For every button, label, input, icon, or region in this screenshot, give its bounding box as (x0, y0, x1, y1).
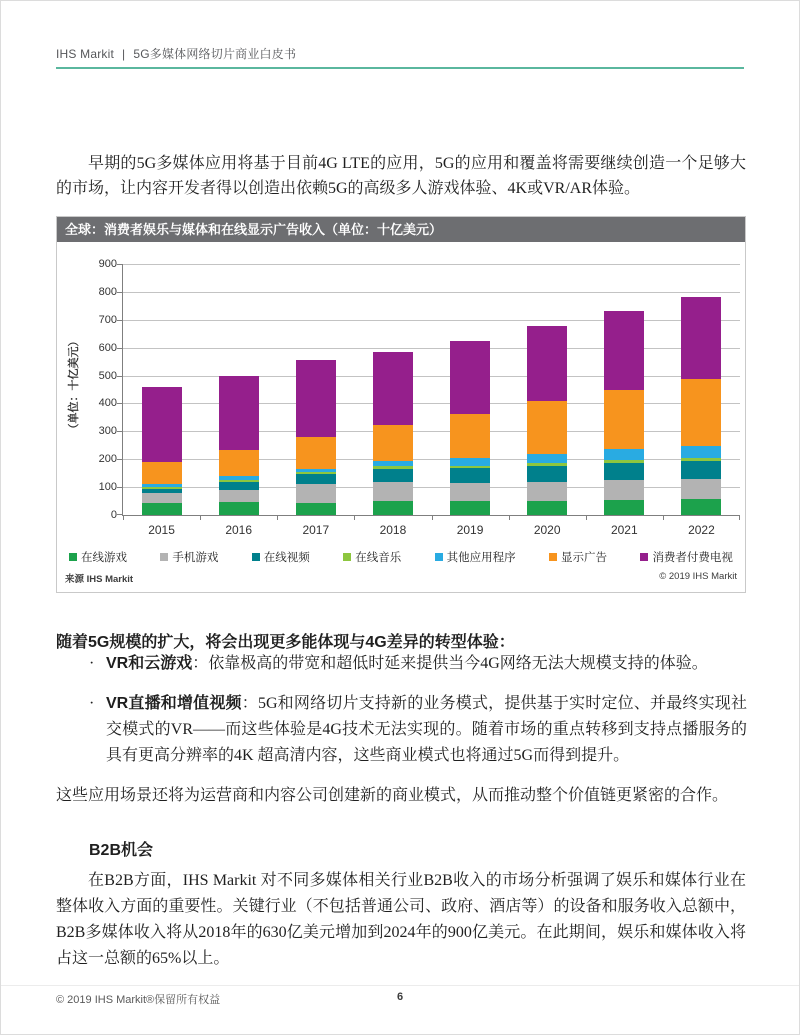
bar-segment (142, 387, 182, 462)
x-axis-tick (354, 515, 355, 520)
bar-segment (373, 466, 413, 469)
gridline (123, 320, 740, 321)
y-tick-label: 200 (98, 453, 117, 466)
bar-segment (373, 425, 413, 461)
bar-segment (681, 446, 721, 458)
bullet-label: VR和云游戏 (106, 655, 193, 672)
bar-segment (296, 472, 336, 474)
y-tick-label: 100 (98, 481, 117, 494)
legend-swatch (343, 553, 351, 561)
bar-segment (450, 466, 490, 469)
bar-segment (450, 458, 490, 466)
bar-segment (296, 474, 336, 484)
bar-segment (219, 502, 259, 515)
legend-label: 其他应用程序 (446, 552, 516, 564)
gridline (123, 292, 740, 293)
bar-segment (219, 376, 259, 450)
chart-title-bar: 全球：消费者娱乐与媒体和在线显示广告收入（单位：十亿美元） (57, 217, 745, 242)
x-axis-tick (586, 515, 587, 520)
bar-segment (219, 482, 259, 490)
chart-source: 来源 IHS Markit (65, 574, 134, 585)
x-axis-tick (509, 515, 510, 520)
bar-segment (142, 503, 182, 515)
stacked-bar (373, 264, 413, 515)
bar-segment (450, 468, 490, 483)
chart-legend (69, 549, 733, 565)
bar-segment (527, 463, 567, 466)
y-tick-label: 700 (98, 313, 117, 326)
bar-segment (450, 483, 490, 501)
bar-segment (296, 437, 336, 469)
legend-swatch (549, 553, 557, 561)
y-tick-label: 0 (110, 509, 117, 521)
x-tick-label: 2020 (533, 523, 561, 537)
bullet-marker: · (89, 695, 95, 712)
bar-segment (527, 501, 567, 516)
bar-segment (142, 489, 182, 494)
bar-segment (219, 450, 259, 476)
bullet-text: ：5G和网络切片支持新的业务模式，提供基于实时定位、并最终实现社交模式的VR——而这些体验是4G技术无法实现的。随着市场的重点转移到支持点播服务的具有更高分辨率的4K 超高清内容，这些商业模式也将通过5G而得到提升。 (106, 695, 747, 764)
x-axis-tick (739, 515, 740, 520)
x-axis-tick (277, 515, 278, 520)
gridline (123, 487, 740, 488)
stacked-bar (296, 264, 336, 515)
bar-segment (142, 487, 182, 488)
bar-segment (527, 454, 567, 463)
bar-segment (604, 460, 644, 463)
x-tick-label: 2019 (456, 523, 484, 537)
legend-item (69, 549, 127, 565)
bar-segment (527, 482, 567, 501)
chart-copyright: © 2019 IHS Markit (659, 571, 737, 582)
bar-segment (373, 482, 413, 501)
bar-segment (373, 501, 413, 515)
y-axis-tick (117, 348, 122, 349)
bar-segment (373, 469, 413, 482)
bar-segment (604, 311, 644, 389)
brand-name: IHS Markit (56, 47, 115, 61)
y-axis-label: （单位：十亿美元） (68, 335, 80, 435)
legend-item (549, 549, 607, 565)
b2b-paragraph: 在B2B方面，IHS Markit 对不同多媒体相关行业B2B收入的市场分析强调了娱乐和媒体行业在整体收入方面的重要性。关键行业（不包括普通公司、政府、酒店等）的设备和服务收入总额中，B2B多媒体收入将从2018年的630亿美元增加到2024年的900亿美元。在此期间，娱乐和媒体收入将占这一总额的65%以上。 (56, 872, 746, 967)
y-tick-label: 500 (98, 369, 117, 382)
bar-segment (219, 480, 259, 482)
x-tick-label: 2016 (225, 523, 253, 537)
bar-segment (373, 461, 413, 466)
bar-segment (681, 458, 721, 462)
x-tick-label: 2015 (148, 523, 175, 537)
page-header (56, 45, 744, 62)
y-axis-tick (117, 487, 122, 488)
x-tick-label: 2017 (302, 523, 330, 537)
bar-segment (142, 484, 182, 487)
transform-heading: 随着5G规模的扩大，将会出现更多能体现与4G差异的转型体验： (56, 634, 515, 651)
y-axis-tick (117, 514, 122, 515)
x-tick-label: 2021 (610, 523, 638, 537)
bullet-text: ：依靠极高的带宽和超低时延来提供当今4G网络无法大规模支持的体验。 (192, 655, 708, 672)
y-tick-label: 300 (98, 425, 117, 438)
legend-item (252, 549, 310, 565)
header-separator: | (122, 47, 126, 61)
x-axis-tick (123, 515, 124, 520)
gridline (123, 264, 740, 265)
gridline (123, 348, 740, 349)
legend-item (640, 549, 733, 565)
gridline (123, 459, 740, 460)
y-tick-label: 400 (98, 397, 117, 410)
bar-segment (296, 484, 336, 503)
y-axis-tick (117, 320, 122, 321)
legend-swatch (640, 553, 648, 561)
x-axis-tick (663, 515, 664, 520)
revenue-chart (56, 216, 746, 593)
legend-label: 在线游戏 (81, 552, 127, 564)
gridline (123, 403, 740, 404)
y-tick-label: 800 (98, 285, 117, 298)
scenes-paragraph: 这些应用场景还将为运营商和内容公司创建新的商业模式，从而推动整个价值链更紧密的合作。 (56, 787, 729, 804)
bar-segment (219, 490, 259, 503)
bullet-label: VR直播和增值视频 (106, 695, 242, 712)
y-axis-tick (117, 459, 122, 460)
stacked-bar (142, 264, 182, 515)
y-tick-label: 600 (98, 341, 117, 354)
bullet-vr-live-video (89, 691, 747, 769)
bar-segment (219, 476, 259, 480)
doc-title: 5G多媒体网络切片商业白皮书 (133, 47, 297, 61)
legend-item (343, 549, 401, 565)
stacked-bar (219, 264, 259, 515)
footer-copyright: © 2019 IHS Markit®保留所有权益 (56, 994, 221, 1006)
bar-segment (450, 414, 490, 458)
bar-segment (373, 352, 413, 425)
y-axis-tick (117, 431, 122, 432)
bar-segment (681, 379, 721, 446)
bar-segment (527, 401, 567, 454)
header-divider (56, 67, 744, 69)
legend-label: 在线视频 (263, 552, 310, 564)
legend-label: 在线音乐 (355, 552, 402, 564)
bar-segment (604, 500, 644, 515)
bar-segment (527, 466, 567, 482)
gridline (123, 376, 740, 377)
chart-source-row (65, 571, 737, 585)
bar-segment (681, 297, 721, 378)
y-tick-label: 900 (98, 258, 117, 270)
legend-swatch (252, 553, 260, 561)
intro-paragraph: 早期的5G多媒体应用将基于目前4G LTE的应用，5G的应用和覆盖将需要继续创造一个足够大的市场，让内容开发者得以创造出依赖5G的高级多人游戏体验、4K或VR/AR体验。 (56, 155, 746, 197)
gridline (123, 431, 740, 432)
bar-segment (604, 463, 644, 480)
bullet-marker: · (89, 655, 95, 672)
x-axis-tick (432, 515, 433, 520)
bar-segment (450, 341, 490, 414)
bar-segment (450, 501, 490, 515)
bar-segment (604, 480, 644, 500)
bar-segment (681, 499, 721, 515)
stacked-bar (681, 264, 721, 515)
y-axis-tick (117, 264, 122, 265)
y-axis-tick (117, 376, 122, 377)
bar-segment (142, 462, 182, 484)
bar-segment (142, 493, 182, 503)
page-number: 6 (396, 991, 404, 1003)
legend-swatch (160, 553, 168, 561)
footer-divider (1, 985, 799, 986)
legend-label: 手机游戏 (172, 552, 219, 564)
bullet-vr-cloud-gaming (89, 651, 747, 677)
y-axis-tick (117, 292, 122, 293)
x-tick-label: 2022 (688, 523, 715, 537)
legend-swatch (69, 553, 77, 561)
legend-item (160, 549, 218, 565)
bar-segment (604, 390, 644, 450)
bar-segment (527, 326, 567, 401)
bar-segment (604, 449, 644, 460)
x-tick-label: 2018 (379, 523, 407, 537)
bar-segment (681, 461, 721, 479)
plot-area (98, 258, 740, 537)
legend-swatch (435, 553, 443, 561)
stacked-bar (604, 264, 644, 515)
legend-label: 显示广告 (561, 552, 608, 564)
stacked-bar (450, 264, 490, 515)
y-axis-tick (117, 403, 122, 404)
bar-segment (681, 479, 721, 499)
b2b-heading: B2B机会 (89, 842, 154, 859)
x-axis-tick (200, 515, 201, 520)
legend-label: 消费者付费电视 (652, 552, 733, 564)
legend-item (435, 549, 516, 565)
bar-segment (296, 469, 336, 472)
bar-segment (296, 503, 336, 515)
stacked-bar (527, 264, 567, 515)
bar-segment (296, 360, 336, 437)
